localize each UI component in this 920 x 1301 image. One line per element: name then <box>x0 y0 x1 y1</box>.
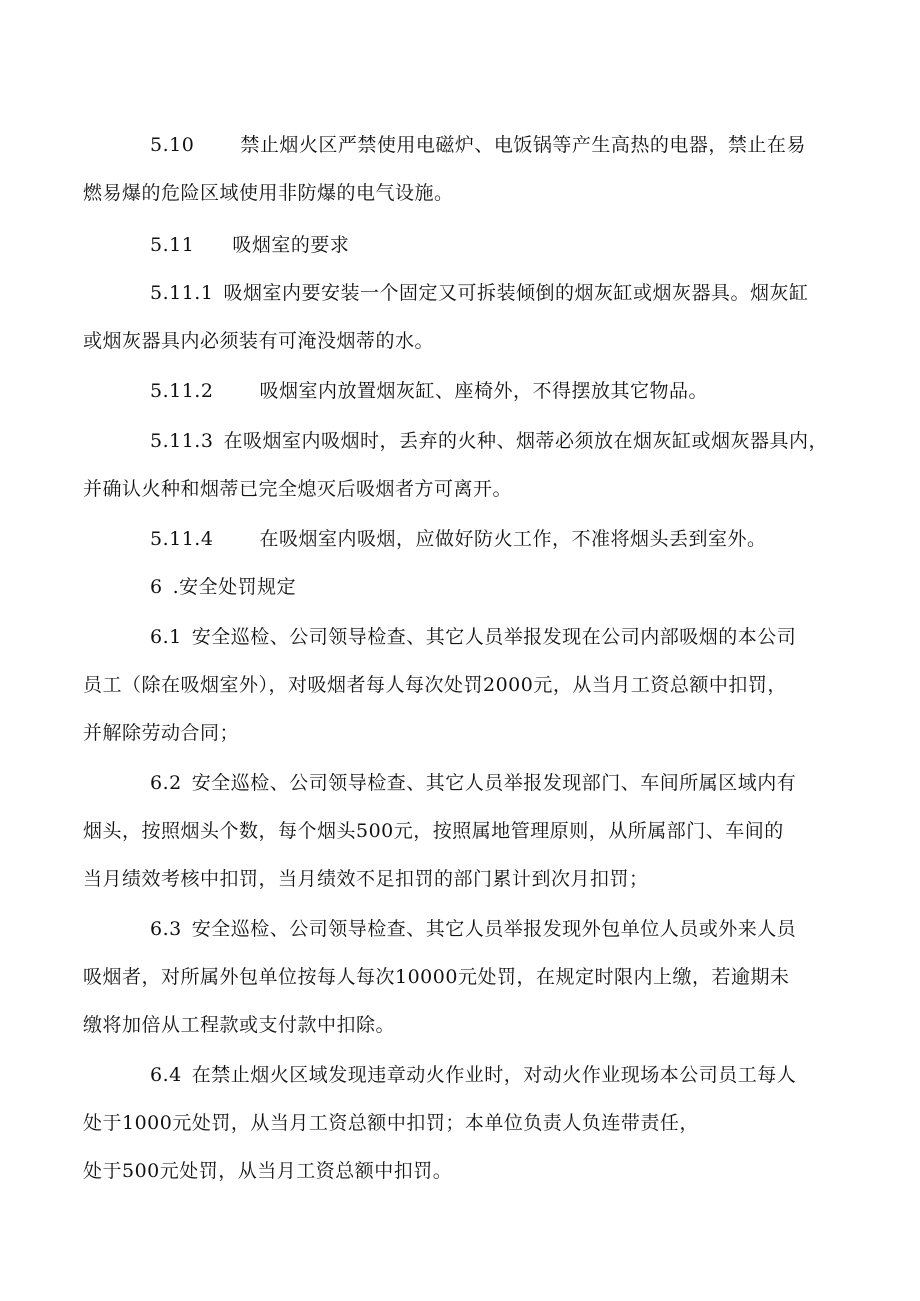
clause-text: 燃易爆的危险区域使用非防爆的电气设施。 <box>83 182 454 204</box>
clause-5-11-3-line-1 <box>150 428 828 454</box>
clause-number: 5.11.3 <box>150 430 214 452</box>
clause-6-3-line-1 <box>150 916 796 942</box>
clause-number: 5.11.1 <box>150 282 214 304</box>
clause-number: 5.11 <box>150 234 195 256</box>
section-title: .安全处罚规定 <box>172 576 297 598</box>
clause-text: 吸烟室的要求 <box>232 234 350 256</box>
clause-6-3-line-2 <box>83 964 789 990</box>
clause-6-4-line-1 <box>150 1062 796 1088</box>
clause-number: 5.10 <box>150 134 195 156</box>
clause-text: 吸烟者，对所属外包单位按每人每次10000元处罚，在规定时限内上缴，若逾期未 <box>83 966 790 988</box>
clause-6-2-line-2 <box>83 818 784 844</box>
clause-6-2-line-3 <box>83 866 649 892</box>
clause-6-1-line-3 <box>83 720 239 746</box>
clause-6-2-line-1 <box>150 770 796 796</box>
clause-text: 禁止烟火区严禁使用电磁炉、电饭锅等产生高热的电器，禁止在易 <box>240 134 806 156</box>
clause-text: 并解除劳动合同； <box>83 722 240 744</box>
clause-text: 安全巡检、公司领导检查、其它人员举报发现部门、车间所属区域内有 <box>191 772 797 794</box>
clause-text: 处于500元处罚，从当月工资总额中扣罚。 <box>83 1160 453 1182</box>
section-6-heading <box>150 574 296 600</box>
clause-6-4-line-3 <box>83 1158 452 1184</box>
clause-text: 缴将加倍从工程款或支付款中扣除。 <box>83 1014 396 1036</box>
clause-6-4-line-2 <box>83 1110 699 1136</box>
clause-text: 吸烟室内要安装一个固定又可拆装倾倒的烟灰缸或烟灰器具。烟灰缸 <box>223 282 809 304</box>
clause-text: 在吸烟室内吸烟，应做好防火工作，不准将烟头丢到室外。 <box>259 528 767 550</box>
clause-5-11-1-line-1 <box>150 280 808 306</box>
clause-text: 烟头，按照烟头个数，每个烟头500元，按照属地管理原则，从所属部门、车间的 <box>83 820 784 842</box>
clause-text: 安全巡检、公司领导检查、其它人员举报发现外包单位人员或外来人员 <box>191 918 797 940</box>
clause-text: 员工（除在吸烟室外），对吸烟者每人每次处罚2000元，从当月工资总额中扣罚， <box>83 674 787 696</box>
section-number: 6 <box>150 576 163 598</box>
clause-6-3-line-3 <box>83 1012 395 1038</box>
clause-5-11-4 <box>150 526 766 552</box>
clause-5-11-3-line-2 <box>83 476 512 502</box>
clause-number: 6.1 <box>150 626 182 648</box>
clause-text: 或烟灰器具内必须装有可淹没烟蒂的水。 <box>83 330 435 352</box>
clause-number: 5.11.4 <box>150 528 214 550</box>
clause-5-10-line-2 <box>83 180 454 206</box>
clause-text: 在吸烟室内吸烟时，丢弃的火种、烟蒂必须放在烟灰缸或烟灰器具内， <box>223 430 828 452</box>
clause-5-11-1-line-2 <box>83 328 434 354</box>
clause-6-1-line-2 <box>83 672 787 698</box>
clause-text: 吸烟室内放置烟灰缸、座椅外，不得摆放其它物品。 <box>259 380 708 402</box>
clause-number: 6.4 <box>150 1064 182 1086</box>
clause-number: 6.2 <box>150 772 182 794</box>
clause-5-10-line-1 <box>150 132 806 158</box>
clause-text: 当月绩效考核中扣罚，当月绩效不足扣罚的部门累计到次月扣罚； <box>83 868 649 890</box>
clause-text: 在禁止烟火区域发现违章动火作业时，对动火作业现场本公司员工每人 <box>191 1064 797 1086</box>
clause-text: 处于1000元处罚，从当月工资总额中扣罚；本单位负责人负连带责任， <box>83 1112 699 1134</box>
clause-text: 并确认火种和烟蒂已完全熄灭后吸烟者方可离开。 <box>83 478 513 500</box>
clause-5-11-2 <box>150 378 708 404</box>
clause-5-11 <box>150 232 349 258</box>
clause-text: 安全巡检、公司领导检查、其它人员举报发现在公司内部吸烟的本公司 <box>191 626 797 648</box>
clause-number: 5.11.2 <box>150 380 214 402</box>
clause-number: 6.3 <box>150 918 182 940</box>
clause-6-1-line-1 <box>150 624 796 650</box>
